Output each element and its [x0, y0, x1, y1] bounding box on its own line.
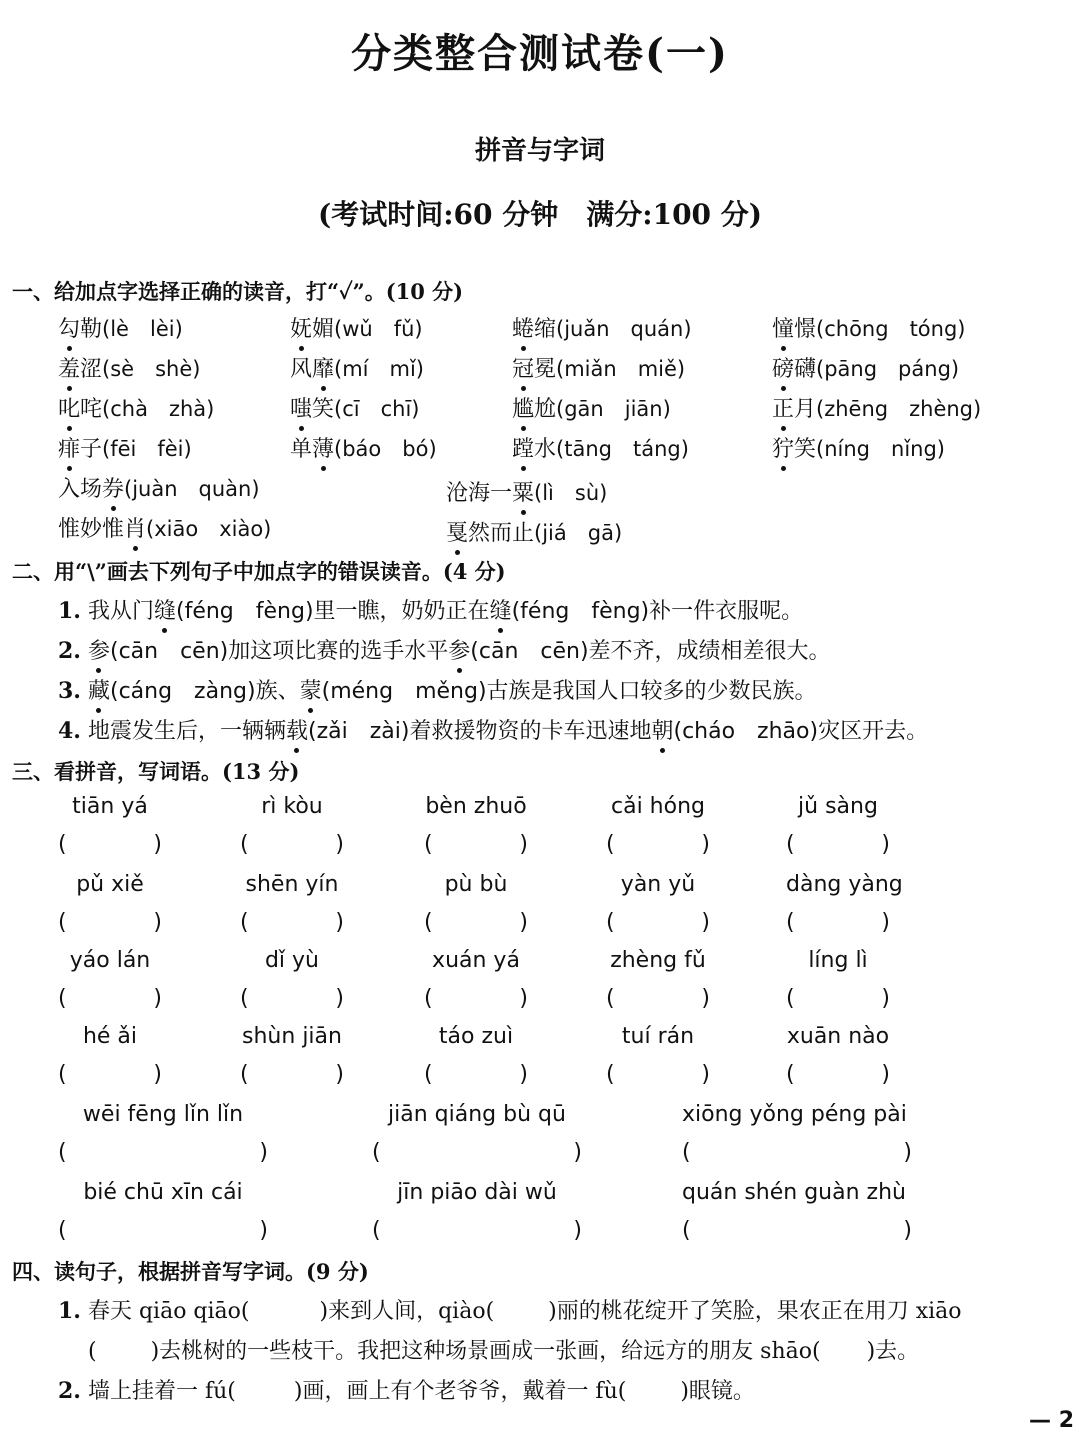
sentence-text: 古族是我国人口较多的少数民族。: [486, 679, 817, 704]
dotted-char: 粟: [512, 476, 534, 507]
word-suffix: 子: [80, 437, 103, 462]
dotted-char: 蒙: [300, 674, 322, 705]
paren-open: (: [786, 986, 795, 1011]
paren-close: ): [335, 832, 344, 857]
paren-close: ): [881, 910, 890, 935]
word-item: [512, 352, 685, 383]
text-c: )去。: [866, 1339, 920, 1364]
pinyin-options: (zhēng zhèng): [816, 397, 982, 421]
paren-close: ): [903, 1140, 912, 1165]
answer-blank: [606, 910, 710, 935]
paren-close: ): [701, 1062, 710, 1087]
paren-close: ): [259, 1140, 268, 1165]
answer-blank: [240, 1062, 344, 1087]
text-b: )来到人间，qiào(: [319, 1299, 495, 1324]
word-item: [58, 352, 200, 383]
dotted-char: 载: [286, 714, 308, 745]
word-suffix: 笑: [312, 397, 335, 422]
paren-close: ): [701, 832, 710, 857]
paren-close: ): [153, 910, 162, 935]
pinyin-options: (juǎn quán): [556, 317, 692, 341]
dotted-char: 朝: [651, 714, 673, 745]
pinyin-prompt: jīn piāo dài wǔ: [397, 1180, 557, 1205]
pinyin-options: (cān cēn): [470, 639, 589, 664]
pinyin-options: (sè shè): [102, 357, 201, 381]
dotted-char: 缝: [490, 594, 512, 625]
pinyin-prompt: jiān qiáng bù qū: [388, 1102, 566, 1127]
word-suffix: 勒: [80, 317, 103, 342]
word-item: [290, 312, 423, 343]
answer-blank: [786, 1062, 890, 1087]
paren-close: ): [153, 832, 162, 857]
dotted-char: 嗤: [290, 392, 312, 423]
pinyin-prompt: shùn jiān: [242, 1024, 342, 1049]
pinyin-options: (chà zhà): [102, 397, 215, 421]
word-item: [772, 312, 965, 343]
word-prefix: 入场: [58, 477, 103, 502]
paren-open: (: [240, 832, 249, 857]
pinyin-options: (juàn quàn): [124, 477, 260, 501]
paren-close: ): [519, 986, 528, 1011]
word-item: [512, 312, 692, 343]
text-b: )去桃树的一些枝干。我把这种场景画成一张画，给远方的朋友 shāo(: [150, 1339, 821, 1364]
word-item: [290, 352, 424, 383]
dotted-char: 蹚: [512, 432, 534, 463]
word-item: [290, 432, 437, 463]
sentence-text: 补一件衣服呢。: [649, 599, 804, 624]
section-2-heading: 二、用“\”画去下列句子中加点字的错误读音。(4 分): [12, 559, 506, 584]
paren-open: (: [240, 986, 249, 1011]
paren-open: (: [606, 986, 615, 1011]
dotted-char: 憧: [772, 312, 794, 343]
answer-blank: [606, 1062, 710, 1087]
sentence-text: 我从门: [87, 599, 154, 624]
word-suffix: 憬: [794, 317, 817, 342]
paren-open: (: [606, 1062, 615, 1087]
exam-info: (考试时间:60 分钟 满分:100 分): [317, 198, 763, 231]
answer-blank: [424, 910, 528, 935]
answer-blank: [58, 986, 162, 1011]
section-4-heading: 四、读句子，根据拼音写字词。(9 分): [12, 1259, 369, 1284]
pinyin-prompt: quán shén guàn zhù: [682, 1180, 906, 1205]
line-number: 2.: [58, 1378, 81, 1404]
pinyin-prompt: xuān nào: [786, 1024, 890, 1049]
answer-blank: [424, 832, 528, 857]
pinyin-prompt: tiān yá: [72, 794, 148, 819]
line-number: 4.: [58, 718, 81, 744]
pinyin-prompt: líng lì: [808, 948, 868, 973]
paren-close: ): [881, 832, 890, 857]
word-item: [290, 392, 420, 423]
word-prefix: 惟妙惟: [58, 517, 125, 542]
word-item: [58, 312, 183, 343]
paren-open: (: [58, 1140, 67, 1165]
pinyin-options: (lì sù): [534, 481, 608, 505]
text-b: )画，画上有个老爷爷，戴着一 fù(: [293, 1379, 627, 1404]
section-4-line-1: [58, 1294, 962, 1325]
page-number: — 2: [1029, 1408, 1074, 1433]
line-number: 1.: [58, 1298, 81, 1324]
word-item: [58, 472, 260, 503]
pinyin-prompt: hé ǎi: [82, 1024, 138, 1049]
dotted-char: 靡: [312, 352, 334, 383]
sentence-text: 里一瞧，奶奶正在: [313, 599, 490, 624]
dotted-char: 狞: [772, 432, 794, 463]
dotted-char: 羞: [58, 352, 80, 383]
dotted-char: 痱: [58, 432, 80, 463]
answer-blank: [58, 832, 162, 857]
text-a: 墙上挂着一 fú(: [87, 1379, 236, 1404]
line-number: 1.: [58, 598, 81, 624]
page-subtitle: 拼音与字词: [474, 136, 605, 166]
paren-close: ): [519, 1062, 528, 1087]
word-item: [772, 432, 945, 463]
pinyin-options: (báo bó): [334, 437, 437, 461]
answer-blank: [424, 986, 528, 1011]
paren-open: (: [240, 1062, 249, 1087]
paren-open: (: [682, 1218, 691, 1243]
text-a: 春天 qiāo qiāo(: [87, 1299, 250, 1324]
pinyin-prompt: xiōng yǒng péng pài: [682, 1102, 907, 1127]
word-suffix: 涩: [80, 357, 103, 382]
paren-open: (: [424, 832, 433, 857]
pinyin-prompt: dǐ yù: [264, 948, 320, 973]
sentence-text: 族、: [255, 679, 300, 704]
paren-open: (: [786, 832, 795, 857]
word-suffix: 水: [534, 437, 557, 462]
sentence-line: [58, 594, 803, 625]
answer-blank: [58, 1218, 268, 1243]
sentence-text: 着救援物资的卡车迅速地: [409, 719, 652, 744]
answer-blank: [606, 986, 710, 1011]
word-suffix: 笑: [794, 437, 817, 462]
pinyin-prompt: yàn yǔ: [620, 872, 696, 897]
pinyin-options: (cān cēn): [109, 639, 229, 664]
word-item: [512, 392, 671, 423]
paren-close: ): [153, 1062, 162, 1087]
paren-close: ): [519, 910, 528, 935]
dotted-char: 缝: [154, 594, 176, 625]
paren-close: ): [153, 986, 162, 1011]
section-4-line-2: [88, 1334, 919, 1365]
pinyin-prompt: táo zuì: [438, 1024, 514, 1049]
pinyin-options: (tāng táng): [556, 437, 689, 461]
pinyin-options: (féng fèng): [511, 599, 650, 624]
word-suffix: 媚: [312, 317, 335, 342]
paren-open: (: [240, 910, 249, 935]
answer-blank: [58, 1140, 268, 1165]
sentence-line: [58, 714, 928, 745]
answer-blank: [58, 1062, 162, 1087]
answer-blank: [240, 910, 344, 935]
paren-open: (: [606, 832, 615, 857]
dotted-char: 正: [772, 392, 794, 423]
pinyin-prompt: rì kòu: [261, 794, 323, 819]
answer-blank: [240, 832, 344, 857]
dotted-char: 参: [448, 634, 470, 665]
paren-open: (: [372, 1140, 381, 1165]
pinyin-options: (cháo zhāo): [673, 719, 819, 744]
word-item: [772, 352, 959, 383]
dotted-char: 叱: [58, 392, 80, 423]
answer-blank: [58, 910, 162, 935]
pinyin-prompt: tuí rán: [621, 1024, 695, 1049]
paren-close: ): [335, 986, 344, 1011]
pinyin-options: (níng nǐng): [816, 437, 945, 461]
pinyin-prompt: dàng yàng: [786, 872, 903, 897]
pinyin-options: (zǎi zài): [308, 719, 410, 744]
answer-blank: [424, 1062, 528, 1087]
word-item: [772, 392, 981, 423]
word-suffix: 月: [794, 397, 817, 422]
dotted-char: 勾: [58, 312, 80, 343]
word-suffix: 礴: [794, 357, 817, 382]
dotted-char: 戛: [446, 516, 468, 547]
paren-close: ): [259, 1218, 268, 1243]
paren-close: ): [519, 832, 528, 857]
paren-close: ): [881, 1062, 890, 1087]
word-item: [512, 432, 689, 463]
pinyin-prompt: pǔ xiě: [76, 872, 144, 897]
paren-close: ): [335, 1062, 344, 1087]
word-suffix: 咤: [80, 397, 103, 422]
pinyin-options: (lè lèi): [102, 317, 183, 341]
word-suffix: 冕: [534, 357, 557, 382]
answer-blank: [786, 832, 890, 857]
paren-close: ): [701, 986, 710, 1011]
word-item: [58, 432, 192, 463]
pinyin-options: (miǎn miě): [556, 357, 686, 381]
paren-open: (: [606, 910, 615, 935]
pinyin-prompt: xuán yá: [432, 948, 520, 973]
pinyin-options: (chōng tóng): [816, 317, 966, 341]
sentence-text: 地震发生后，一辆辆: [87, 719, 286, 744]
dotted-char: 肖: [124, 512, 146, 543]
line-number: 2.: [58, 638, 81, 664]
answer-blank: [240, 986, 344, 1011]
word-item: [446, 476, 607, 507]
paren-close: ): [335, 910, 344, 935]
word-item: [446, 516, 622, 547]
word-suffix: 然而止: [468, 521, 535, 546]
pinyin-prompt: wēi fēng lǐn lǐn: [82, 1102, 244, 1127]
paren-open: (: [372, 1218, 381, 1243]
section-3-heading: 三、看拼音，写词语。(13 分): [12, 759, 300, 784]
sentence-line: [58, 634, 831, 665]
paren-open: (: [58, 832, 67, 857]
word-prefix: 风: [290, 357, 313, 382]
page-title: 分类整合测试卷(一): [351, 30, 729, 77]
pinyin-prompt: zhèng fǔ: [610, 948, 706, 973]
paren-close: ): [573, 1218, 582, 1243]
paren-open: (: [58, 1218, 67, 1243]
dotted-char: 尴: [512, 392, 534, 423]
section-1-heading: 一、给加点字选择正确的读音，打“✓”。(10 分): [12, 279, 464, 304]
pinyin-options: (xiāo xiào): [146, 517, 272, 541]
pinyin-prompt: yáo lán: [69, 948, 151, 973]
word-prefix: 沧海一: [446, 481, 513, 506]
answer-blank: [786, 986, 890, 1011]
paren-close: ): [903, 1218, 912, 1243]
dotted-char: 蜷: [512, 312, 534, 343]
word-prefix: 单: [290, 437, 313, 462]
pinyin-options: (cī chī): [334, 397, 420, 421]
section-4-line-3: [58, 1374, 755, 1405]
paren-close: ): [701, 910, 710, 935]
paren-open: (: [58, 986, 67, 1011]
answer-blank: [786, 910, 890, 935]
paren-open: (: [786, 1062, 795, 1087]
paren-open: (: [58, 910, 67, 935]
word-suffix: 尬: [534, 397, 557, 422]
sentence-line: [58, 674, 817, 705]
paren-open: (: [682, 1140, 691, 1165]
dotted-char: 券: [102, 472, 124, 503]
pinyin-options: (mí mǐ): [334, 357, 424, 381]
paren-open: (: [786, 910, 795, 935]
paren-close: ): [573, 1140, 582, 1165]
pinyin-options: (gān jiān): [556, 397, 671, 421]
pinyin-options: (jiá gā): [534, 521, 623, 545]
dotted-char: 薄: [312, 432, 334, 463]
paren-open: (: [424, 1062, 433, 1087]
dotted-char: 磅: [772, 352, 794, 383]
pinyin-options: (fēi fèi): [102, 437, 192, 461]
dotted-char: 妩: [290, 312, 312, 343]
dotted-char: 参: [88, 634, 110, 665]
pinyin-options: (féng fèng): [176, 599, 314, 624]
word-item: [58, 392, 214, 423]
pinyin-options: (méng měng): [321, 679, 487, 704]
pinyin-options: (pāng páng): [816, 357, 960, 381]
pinyin-prompt: pù bù: [444, 872, 508, 897]
paren-close: ): [881, 986, 890, 1011]
word-item: [58, 512, 271, 543]
text-a: (: [88, 1339, 97, 1364]
sentence-text: 加这项比赛的选手水平: [228, 639, 449, 664]
pinyin-prompt: bèn zhuō: [425, 794, 527, 819]
pinyin-prompt: shēn yín: [245, 872, 339, 897]
dotted-char: 藏: [88, 674, 110, 705]
dotted-char: 冠: [512, 352, 534, 383]
sentence-text: 灾区开去。: [818, 719, 929, 744]
answer-blank: [372, 1218, 582, 1243]
line-number: 3.: [58, 678, 81, 704]
paren-open: (: [58, 1062, 67, 1087]
answer-blank: [682, 1140, 912, 1165]
paren-open: (: [424, 910, 433, 935]
pinyin-options: (wǔ fǔ): [334, 317, 423, 341]
pinyin-prompt: bié chū xīn cái: [83, 1180, 243, 1205]
sentence-text: 差不齐，成绩相差很大。: [588, 639, 831, 664]
answer-blank: [682, 1218, 912, 1243]
text-c: )丽的桃花绽开了笑脸，果农正在用刀 xiāo: [548, 1299, 962, 1324]
pinyin-prompt: jǔ sàng: [798, 794, 878, 819]
word-suffix: 缩: [534, 317, 557, 342]
text-c: )眼镜。: [680, 1379, 755, 1404]
answer-blank: [606, 832, 710, 857]
pinyin-options: (cáng zàng): [109, 679, 256, 704]
pinyin-prompt: cǎi hóng: [611, 794, 705, 819]
paren-open: (: [424, 986, 433, 1011]
answer-blank: [372, 1140, 582, 1165]
